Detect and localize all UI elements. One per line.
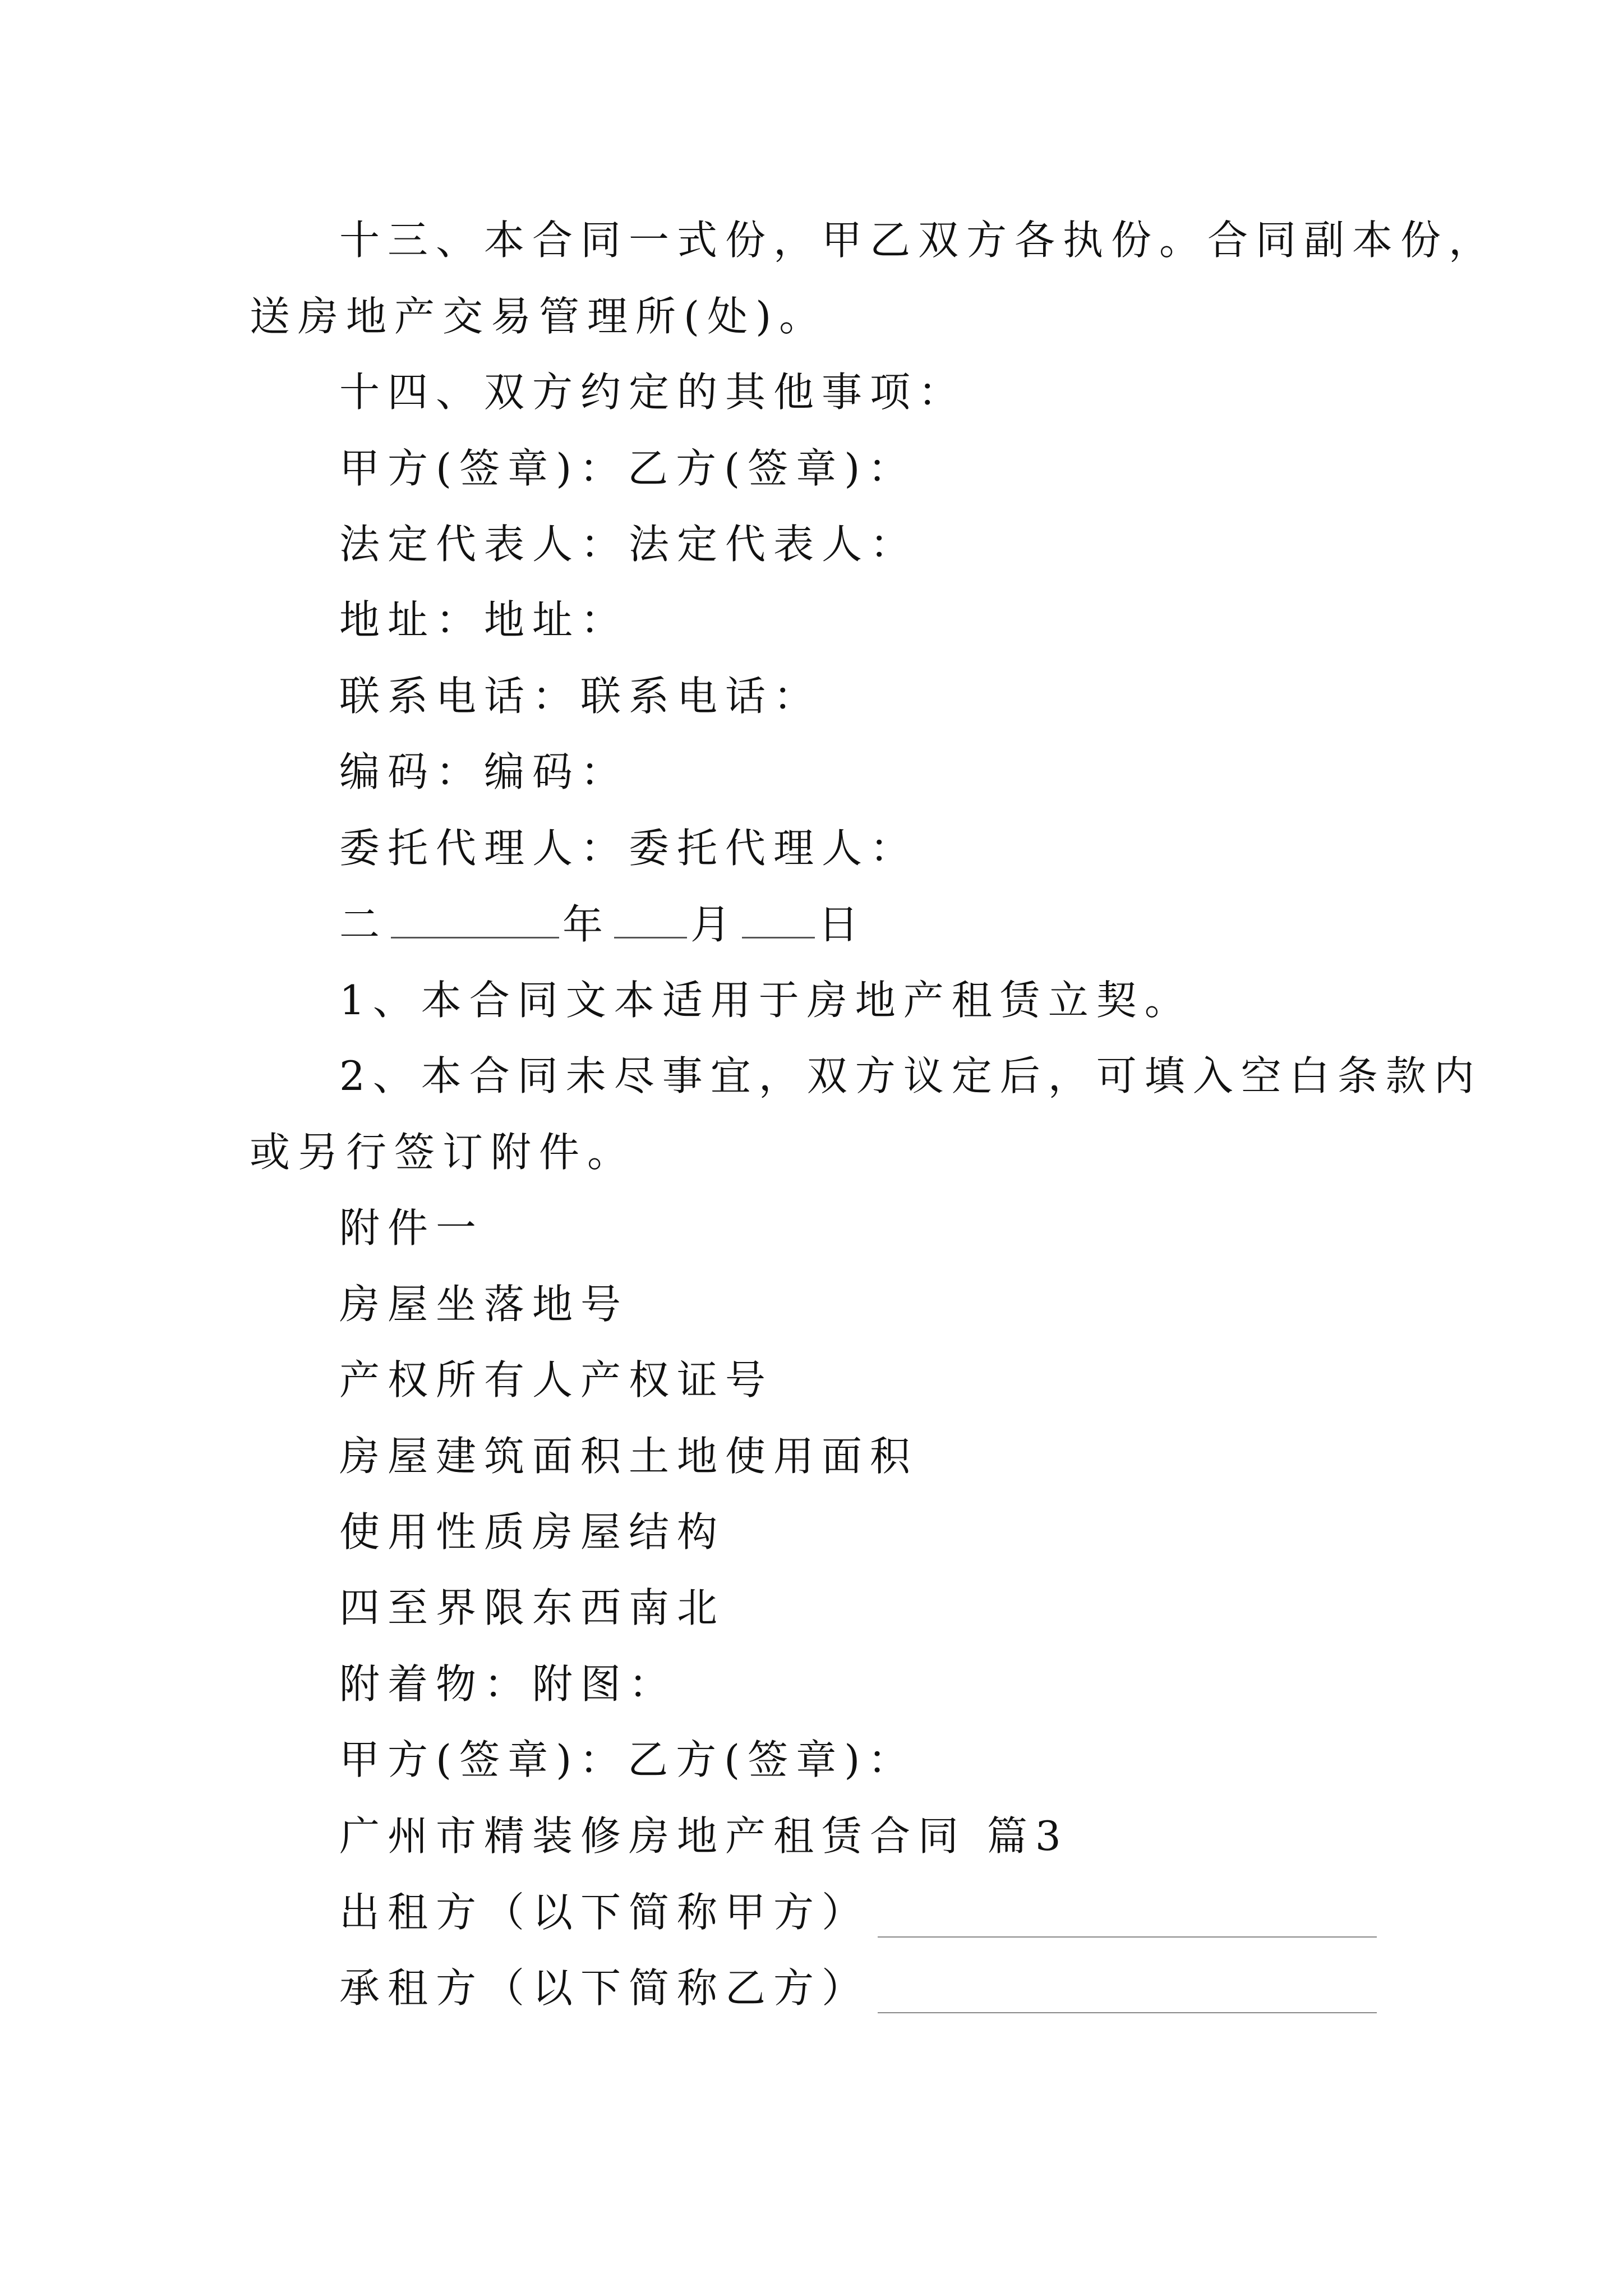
clause-14: 十四、双方约定的其他事项： bbox=[339, 369, 967, 416]
note-2-line-2: 或另行签订附件。 bbox=[250, 1129, 636, 1176]
usage-structure-line: 使用性质房屋结构 bbox=[339, 1508, 726, 1556]
lessee-label: 承租方（以下简称乙方） bbox=[339, 1964, 870, 2012]
day-blank bbox=[742, 903, 815, 938]
boundaries-line: 四至界限东西南北 bbox=[339, 1584, 726, 1631]
date-year-label: 年 bbox=[562, 901, 611, 948]
contract-title-3: 广州市精装修房地产租赁合同 篇3 bbox=[339, 1812, 1069, 1860]
date-month-label: 月 bbox=[690, 901, 739, 948]
address-line: 地址：地址： bbox=[339, 596, 629, 643]
note-2-line-1: 2、本合同未尽事宜，双方议定后，可填入空白条款内 bbox=[339, 1052, 1482, 1099]
lessee-line bbox=[339, 1961, 1377, 2015]
lessor-label: 出租方（以下简称甲方） bbox=[339, 1889, 870, 1936]
signature-line-2: 甲方(签章)：乙方(签章)： bbox=[339, 1736, 916, 1783]
legal-representative-line: 法定代表人：法定代表人： bbox=[339, 521, 919, 568]
lessor-line bbox=[339, 1885, 1377, 1939]
month-blank bbox=[614, 903, 687, 938]
note-1: 1、本合同文本适用于房地产租赁立契。 bbox=[339, 977, 1193, 1024]
lessee-blank bbox=[878, 1978, 1377, 2013]
lessor-blank bbox=[878, 1903, 1377, 1938]
house-location-line: 房屋坐落地号 bbox=[339, 1281, 629, 1328]
phone-line: 联系电话：联系电话： bbox=[339, 673, 822, 720]
attachments-line: 附着物：附图： bbox=[339, 1660, 677, 1708]
clause-13-line-2: 送房地产交易管理所(处)。 bbox=[250, 293, 828, 340]
signature-line: 甲方(签章)：乙方(签章)： bbox=[339, 445, 916, 492]
clause-13-line-1: 十三、本合同一式份，甲乙双方各执份。合同副本份， bbox=[339, 217, 1497, 264]
date-day-label: 日 bbox=[818, 901, 867, 948]
attachment-heading: 附件一 bbox=[339, 1204, 485, 1251]
date-line bbox=[339, 898, 866, 951]
agent-line: 委托代理人：委托代理人： bbox=[339, 825, 919, 872]
postal-code-line: 编码：编码： bbox=[339, 748, 629, 795]
year-blank bbox=[391, 903, 559, 938]
property-owner-line: 产权所有人产权证号 bbox=[339, 1356, 774, 1404]
date-prefix: 二 bbox=[339, 901, 388, 948]
building-area-line: 房屋建筑面积土地使用面积 bbox=[339, 1433, 919, 1480]
